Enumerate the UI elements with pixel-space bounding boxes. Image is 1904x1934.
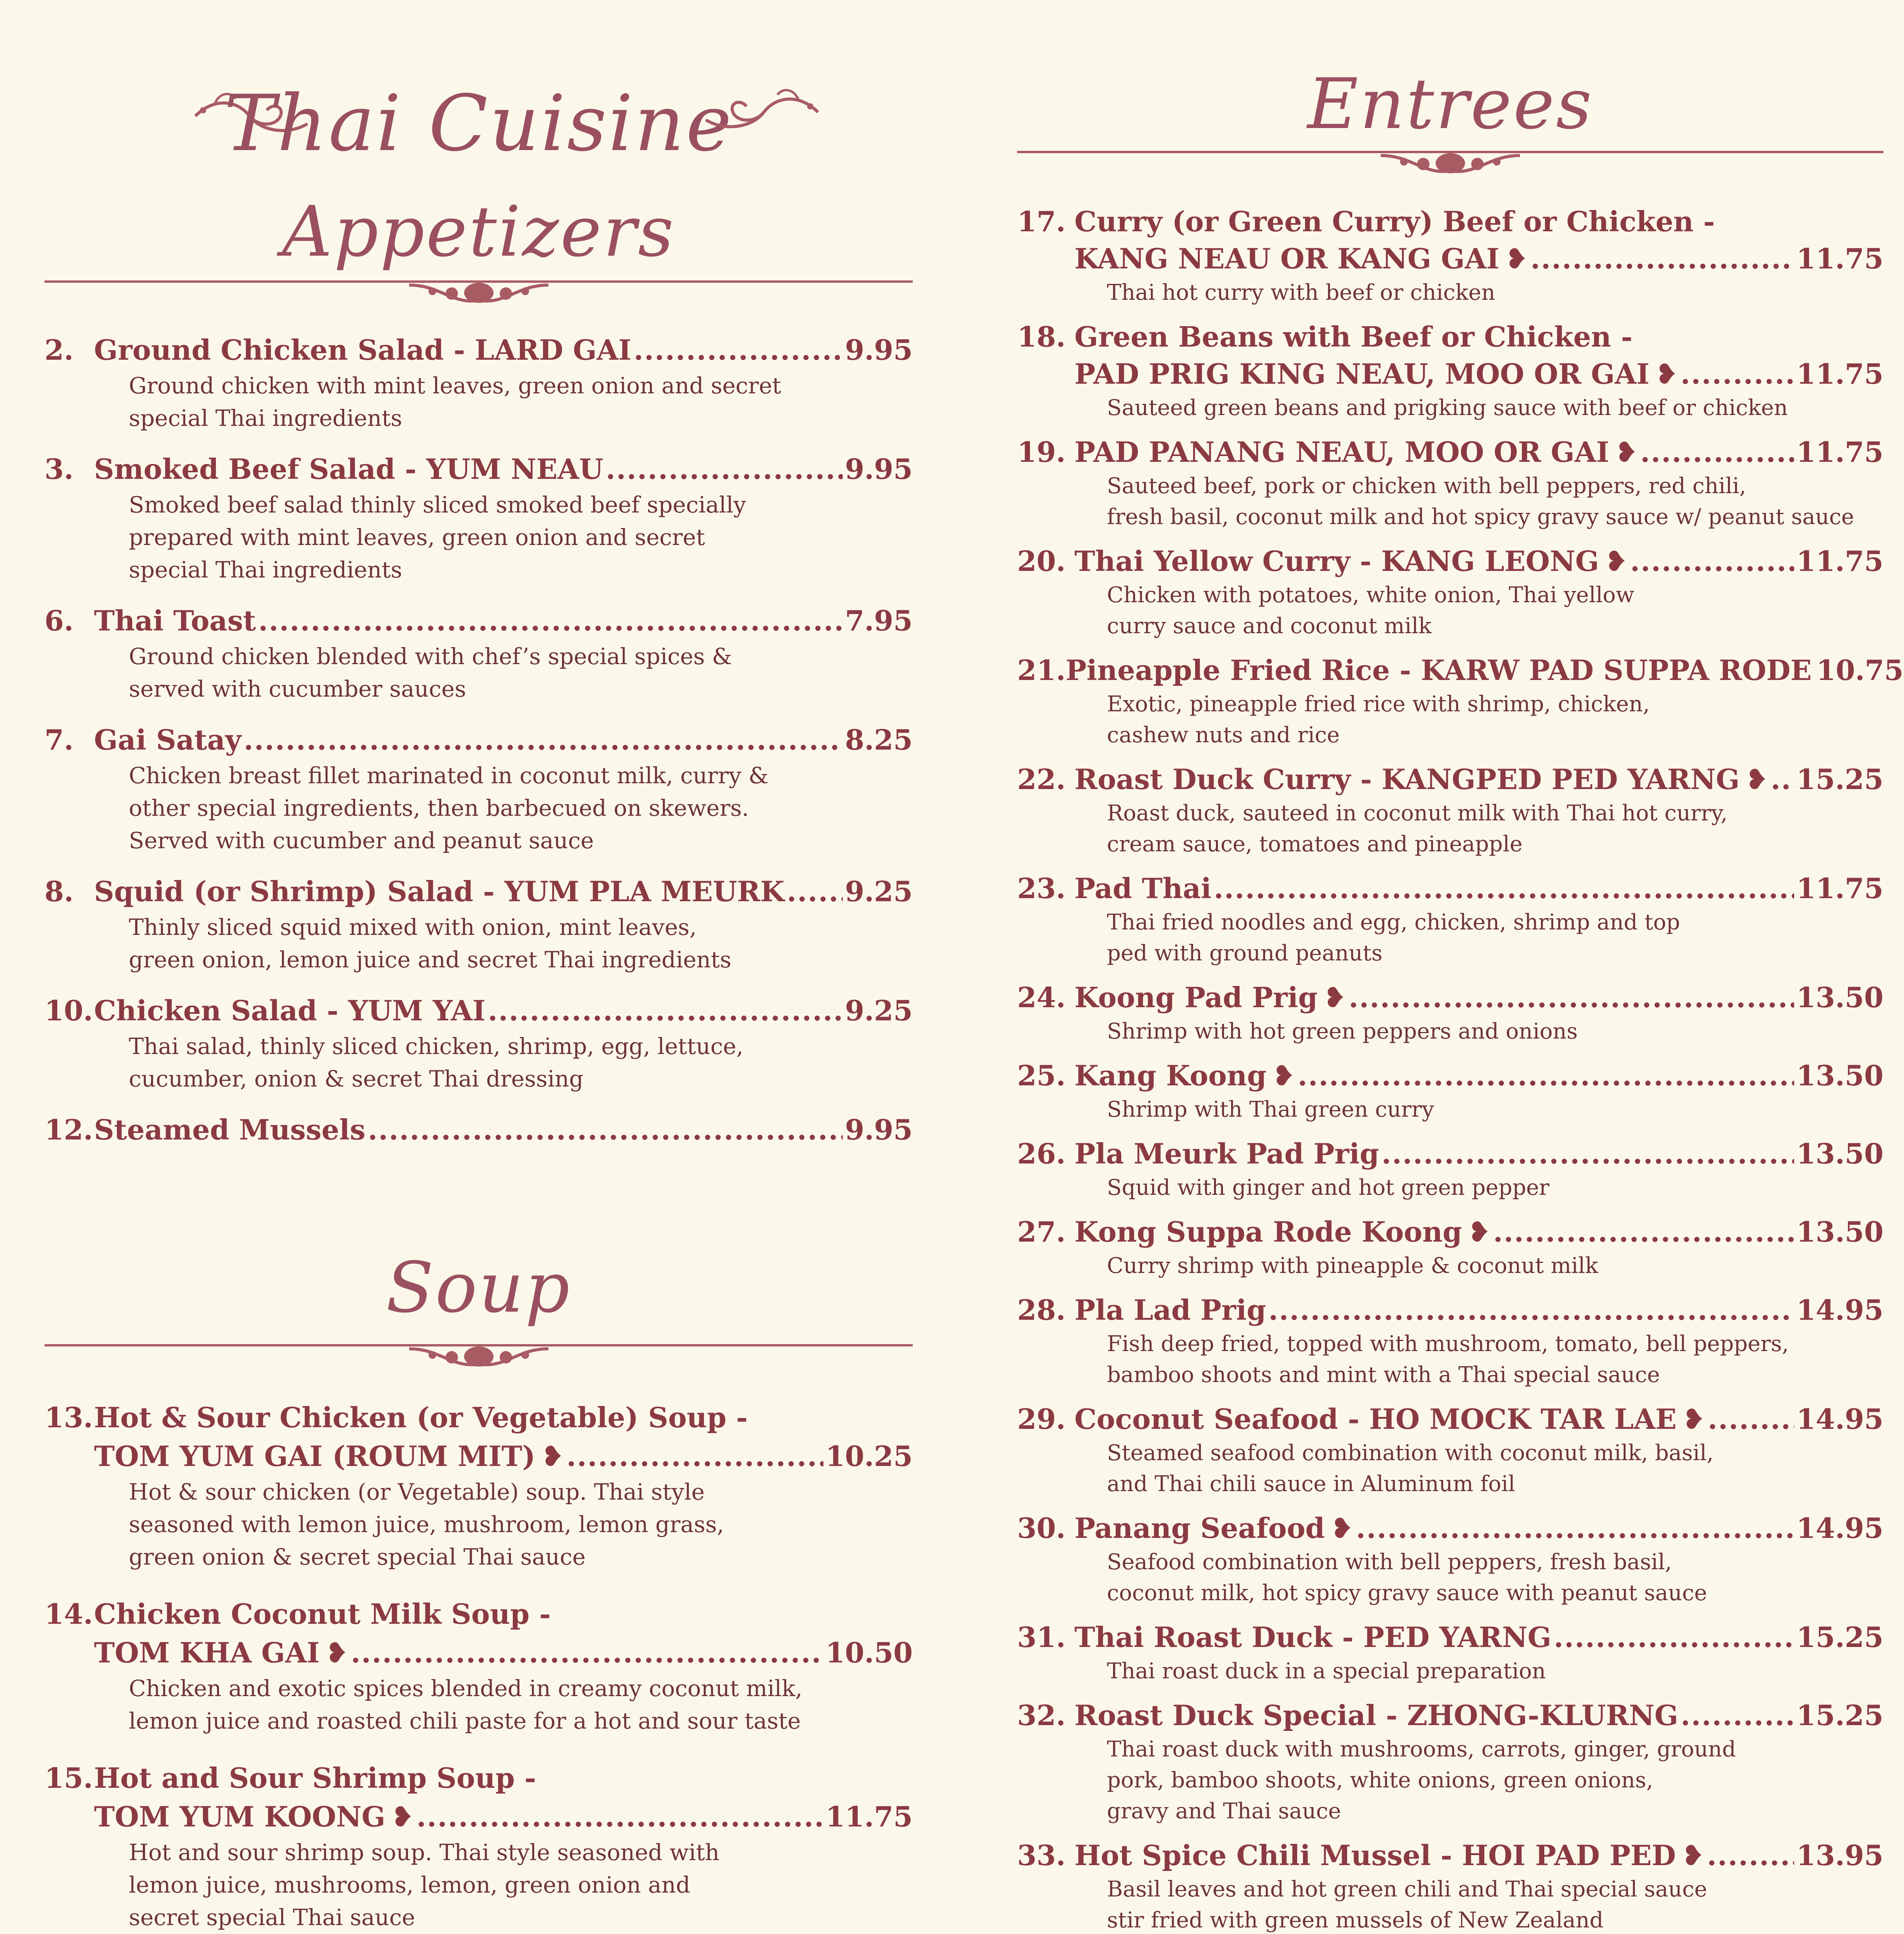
item-name: Coconut Seafood - HO MOCK TAR LAE <box>1074 1403 1677 1435</box>
item-name: Steamed Mussels <box>94 1113 365 1146</box>
item-name: Ground Chicken Salad - LARD GAI <box>94 333 632 366</box>
item-description: Ground chicken with mint leaves, green onion and secret <box>129 372 781 399</box>
menu-item <box>1017 203 1884 308</box>
item-number: 15. <box>44 1761 93 1794</box>
item-row <box>1017 652 1904 689</box>
item-number: 22. <box>1017 763 1066 796</box>
item-row <box>44 1437 913 1476</box>
item-title-line <box>44 1759 913 1797</box>
item-name: Thai Toast <box>94 604 256 637</box>
item-row <box>1017 240 1884 277</box>
item-name: PAD PANANG NEAU, MOO OR GAI <box>1074 436 1609 468</box>
dot-leader <box>1708 1401 1794 1438</box>
item-description: green onion & secret special Thai sauce <box>129 1544 586 1570</box>
right-ornament-icon <box>694 85 822 135</box>
item-price: 11.75 <box>1796 357 1884 390</box>
item-price: 13.95 <box>1796 1839 1884 1872</box>
item-description: Curry shrimp with pineapple & coconut milk <box>1107 1253 1598 1278</box>
item-row <box>1017 979 1884 1016</box>
flourish-icon <box>1377 148 1524 179</box>
appetizers-divider <box>44 280 913 283</box>
item-price: 15.25 <box>1796 1621 1884 1654</box>
flourish-icon <box>405 1341 552 1372</box>
item-title: Curry (or Green Curry) Beef or Chicken - <box>1074 205 1715 238</box>
item-number: 14. <box>44 1597 93 1630</box>
dot-leader <box>244 721 843 759</box>
item-price: 14.95 <box>1796 1512 1884 1544</box>
item-number: 31. <box>1017 1621 1066 1654</box>
menu-item <box>1017 1697 1884 1827</box>
item-description: Chicken breast fillet marinated in coconut milk, curry & <box>129 762 768 789</box>
item-title-line <box>44 1595 913 1633</box>
dot-leader <box>1269 1292 1794 1329</box>
menu-item <box>1017 1837 1884 1934</box>
item-price: 13.50 <box>1796 1215 1884 1248</box>
item-row <box>44 721 913 759</box>
chili-pepper-icon: ❥ <box>1330 1512 1354 1544</box>
item-description: Served with cucumber and peanut sauce <box>129 827 594 854</box>
item-row <box>1017 1213 1884 1251</box>
item-number: 24. <box>1017 981 1066 1014</box>
item-description: stir fried with green mussels of New Zealand <box>1107 1908 1603 1933</box>
dot-leader <box>787 872 842 911</box>
chili-pepper-icon: ❥ <box>1504 243 1528 275</box>
item-title: Chicken Coconut Milk Soup - <box>94 1597 551 1630</box>
item-number: 7. <box>44 723 74 756</box>
item-number: 10. <box>44 994 93 1027</box>
item-number: 26. <box>1017 1137 1066 1170</box>
item-name: Gai Satay <box>94 723 241 756</box>
item-description: Steamed seafood combination with coconut milk, basil, <box>1107 1440 1714 1466</box>
item-number: 8. <box>44 875 74 908</box>
item-row <box>44 1111 913 1149</box>
appetizers-heading: Appetizers <box>282 191 675 272</box>
restaurant-title: Thai Cuisine <box>224 79 733 169</box>
item-description: Thai fried noodles and egg, chicken, shrimp and top <box>1107 910 1680 935</box>
menu-item <box>44 601 913 705</box>
item-title: Hot & Sour Chicken (or Vegetable) Soup - <box>94 1401 748 1434</box>
chili-pepper-icon: ❥ <box>1604 545 1628 577</box>
menu-item <box>44 1759 913 1934</box>
item-description: Basil leaves and hot green chili and Thai special sauce <box>1107 1877 1707 1902</box>
item-description: other special ingredients, then barbecued on skewers. <box>129 795 749 821</box>
item-name: Roast Duck Special - ZHONG-KLURNG <box>1074 1699 1679 1732</box>
item-row <box>1017 1135 1884 1172</box>
item-description: Chicken with potatoes, white onion, Thai yellow <box>1107 583 1634 608</box>
item-name: Pla Meurk Pad Prig <box>1074 1137 1379 1170</box>
item-row <box>1017 761 1884 798</box>
item-price: 9.95 <box>845 1113 913 1146</box>
item-price: 10.75 <box>1816 654 1904 687</box>
item-description: Exotic, pineapple fried rice with shrimp, chicken, <box>1107 692 1650 717</box>
dot-leader <box>417 1797 823 1836</box>
dot-leader <box>1554 1619 1794 1656</box>
item-description: green onion, lemon juice and secret Thai ingredients <box>129 946 731 973</box>
item-description: Shrimp with Thai green curry <box>1107 1097 1434 1122</box>
item-number: 30. <box>1017 1512 1066 1544</box>
dot-leader <box>1493 1213 1794 1251</box>
item-name: Chicken Salad - YUM YAI <box>94 994 486 1027</box>
item-description: Shrimp with hot green peppers and onions <box>1107 1019 1578 1044</box>
item-number: 29. <box>1017 1403 1066 1435</box>
item-description: pork, bamboo shoots, white onions, green onions, <box>1107 1768 1653 1793</box>
item-description: coconut milk, hot spicy gravy sauce with peanut sauce <box>1107 1580 1707 1606</box>
item-description: lemon juice, mushrooms, lemon, green onion and <box>129 1872 690 1898</box>
chili-pepper-icon: ❥ <box>1614 436 1638 468</box>
item-description: Chicken and exotic spices blended in creamy coconut milk, <box>129 1675 803 1702</box>
dot-leader <box>567 1437 823 1476</box>
dot-leader <box>634 331 842 369</box>
item-price: 9.25 <box>845 875 913 908</box>
item-number: 18. <box>1017 320 1066 353</box>
item-price: 15.25 <box>1796 1699 1884 1732</box>
item-description: gravy and Thai sauce <box>1107 1799 1341 1824</box>
chili-pepper-icon: ❥ <box>1682 1403 1706 1435</box>
dot-leader <box>1381 1135 1794 1172</box>
dot-leader <box>1214 870 1794 907</box>
item-description: Sauteed green beans and prigking sauce with beef or chicken <box>1107 395 1788 420</box>
item-name: Thai Roast Duck - PED YARNG <box>1074 1621 1552 1654</box>
item-description: special Thai ingredients <box>129 405 402 431</box>
flourish-icon <box>405 277 552 308</box>
soup-heading: Soup <box>386 1247 571 1328</box>
dot-leader <box>1707 1837 1794 1874</box>
dot-leader <box>1349 979 1794 1016</box>
item-number: 20. <box>1017 545 1066 577</box>
item-name: Pla Lad Prig <box>1074 1293 1266 1326</box>
item-description: fresh basil, coconut milk and hot spicy gravy sauce w/ peanut sauce <box>1107 504 1854 530</box>
item-description: Roast duck, sauteed in coconut milk with Thai hot curry, <box>1107 801 1728 826</box>
item-price: 13.50 <box>1796 1059 1884 1092</box>
menu-item <box>1017 1510 1884 1609</box>
item-description: Smoked beef salad thinly sliced smoked beef specially <box>129 492 746 518</box>
item-description: curry sauce and coconut milk <box>1107 613 1432 639</box>
item-description: Sauteed beef, pork or chicken with bell peppers, red chili, <box>1107 473 1746 499</box>
menu-item <box>1017 1135 1884 1203</box>
item-name: Thai Yellow Curry - KANG LEONG <box>1074 545 1599 577</box>
item-row <box>1017 434 1884 471</box>
chili-pepper-icon: ❥ <box>391 1801 414 1833</box>
menu-item <box>44 450 913 586</box>
soup-divider <box>44 1344 913 1346</box>
item-price: 11.75 <box>1796 872 1884 905</box>
menu-header <box>44 73 913 169</box>
soup-list <box>44 1398 913 1934</box>
item-number: 3. <box>44 453 74 485</box>
menu-item <box>44 872 913 976</box>
item-number: 17. <box>1017 205 1066 238</box>
item-row <box>44 331 913 369</box>
item-row <box>1017 1837 1884 1874</box>
item-name: Smoked Beef Salad - YUM NEAU <box>94 453 604 485</box>
dot-leader <box>1640 434 1794 471</box>
item-description: cream sauce, tomatoes and pineapple <box>1107 832 1523 857</box>
menu-item <box>1017 870 1884 969</box>
dot-leader <box>606 450 843 489</box>
item-title-line <box>1017 318 1884 355</box>
dot-leader <box>1356 1510 1794 1547</box>
menu-item <box>44 1595 913 1737</box>
menu-item <box>1017 434 1884 533</box>
item-description: cashew nuts and rice <box>1107 723 1340 748</box>
item-price: 9.95 <box>845 453 913 485</box>
item-number: 25. <box>1017 1059 1066 1092</box>
item-description: Squid with ginger and hot green pepper <box>1107 1175 1549 1200</box>
menu-item <box>44 1111 913 1149</box>
chili-pepper-icon: ❥ <box>325 1637 348 1669</box>
chili-pepper-icon: ❥ <box>1323 981 1347 1014</box>
item-price: 11.75 <box>825 1800 913 1833</box>
item-description: ped with ground peanuts <box>1107 941 1383 966</box>
item-number: 32. <box>1017 1699 1066 1732</box>
menu-item <box>44 1398 913 1573</box>
item-row <box>44 872 913 911</box>
item-row <box>1017 543 1884 580</box>
item-title-line <box>1017 203 1884 240</box>
item-name: Pineapple Fried Rice - KARW PAD SUPPA RODE <box>1066 654 1812 687</box>
item-description: cucumber, onion & secret Thai dressing <box>129 1066 584 1092</box>
chili-pepper-icon: ❥ <box>1745 763 1769 796</box>
item-name: Roast Duck Curry - KANGPED PED YARNG <box>1074 763 1740 796</box>
item-row <box>1017 355 1884 393</box>
item-title: Hot and Sour Shrimp Soup - <box>94 1761 536 1794</box>
item-row <box>1017 1401 1884 1438</box>
item-name: Koong Pad Prig <box>1074 981 1318 1014</box>
item-description: Hot & sour chicken (or Vegetable) soup. Thai style <box>129 1479 705 1505</box>
item-title: Green Beans with Beef or Chicken - <box>1074 320 1633 353</box>
dot-leader <box>1630 543 1794 580</box>
menu-item <box>1017 1292 1884 1391</box>
item-row <box>44 991 913 1030</box>
item-row <box>1017 870 1884 907</box>
item-row <box>44 450 913 489</box>
item-name: Panang Seafood <box>1074 1512 1325 1544</box>
item-description: and Thai chili sauce in Aluminum foil <box>1107 1471 1515 1497</box>
item-name: TOM YUM KOONG <box>94 1800 386 1833</box>
item-description: Thinly sliced squid mixed with onion, mint leaves, <box>129 914 697 940</box>
item-name: TOM YUM GAI (ROUM MIT) <box>94 1440 536 1473</box>
item-row <box>44 601 913 640</box>
item-title-line <box>44 1398 913 1437</box>
item-price: 14.95 <box>1796 1403 1884 1435</box>
dot-leader <box>258 601 843 640</box>
item-price: 9.95 <box>845 333 913 366</box>
item-number: 27. <box>1017 1215 1066 1248</box>
chili-pepper-icon: ❥ <box>1467 1216 1491 1248</box>
item-row <box>44 1633 913 1672</box>
dot-leader <box>351 1633 823 1672</box>
menu-item <box>44 721 913 857</box>
item-number: 21. <box>1017 654 1066 687</box>
item-name: TOM KHA GAI <box>94 1636 320 1669</box>
item-description: seasoned with lemon juice, mushroom, lemon grass, <box>129 1511 724 1538</box>
item-row <box>1017 1697 1884 1734</box>
item-description: special Thai ingredients <box>129 557 402 583</box>
item-price: 8.25 <box>845 723 913 756</box>
menu-item <box>1017 1057 1884 1125</box>
item-number: 23. <box>1017 872 1066 905</box>
menu-item <box>1017 979 1884 1047</box>
item-row <box>1017 1510 1884 1547</box>
menu-item <box>1017 1401 1884 1500</box>
menu-item <box>1017 318 1884 424</box>
item-number: 28. <box>1017 1293 1066 1326</box>
item-description: Hot and sour shrimp soup. Thai style seasoned with <box>129 1839 720 1866</box>
menu-item <box>44 991 913 1095</box>
item-price: 11.75 <box>1796 436 1884 468</box>
dot-leader <box>488 991 842 1030</box>
item-description: Thai hot curry with beef or chicken <box>1107 280 1496 305</box>
item-name: Hot Spice Chili Mussel - HOI PAD PED <box>1074 1839 1676 1872</box>
item-name: Pad Thai <box>1074 872 1212 905</box>
item-description: Fish deep fried, topped with mushroom, tomato, bell peppers, <box>1107 1331 1789 1357</box>
item-number: 12. <box>44 1113 93 1146</box>
item-number: 6. <box>44 604 74 637</box>
item-description: lemon juice and roasted chili paste for a hot and sour taste <box>129 1708 801 1734</box>
entrees-divider <box>1017 151 1884 153</box>
dot-leader <box>1680 1697 1794 1734</box>
item-description: served with cucumber sauces <box>129 676 466 702</box>
item-name: Kong Suppa Rode Koong <box>1074 1215 1462 1248</box>
chili-pepper-icon: ❥ <box>1655 358 1679 390</box>
item-description: bamboo shoots and mint with a Thai special sauce <box>1107 1362 1660 1387</box>
menu-item <box>1017 761 1884 860</box>
dot-leader <box>1771 761 1794 798</box>
item-description: Thai roast duck in a special preparation <box>1107 1659 1546 1684</box>
item-price: 13.50 <box>1796 1137 1884 1170</box>
dot-leader <box>1298 1057 1794 1094</box>
item-name: KANG NEAU OR KANG GAI <box>1074 242 1499 275</box>
item-number: 2. <box>44 333 74 366</box>
item-description: Ground chicken blended with chef’s special spices & <box>129 643 732 670</box>
item-row <box>1017 1619 1884 1656</box>
item-price: 13.50 <box>1796 981 1884 1014</box>
item-number: 33. <box>1017 1839 1066 1872</box>
item-description: secret special Thai sauce <box>129 1904 415 1931</box>
dot-leader <box>368 1111 843 1149</box>
item-description: Seafood combination with bell peppers, fresh basil, <box>1107 1550 1672 1575</box>
menu-item <box>1017 1619 1884 1687</box>
dot-leader <box>1530 240 1794 277</box>
item-number: 13. <box>44 1401 93 1434</box>
entrees-heading: Entrees <box>1307 64 1593 145</box>
item-description: Thai roast duck with mushrooms, carrots, ginger, ground <box>1107 1737 1736 1762</box>
item-price: 14.95 <box>1796 1293 1884 1326</box>
menu-item <box>1017 1213 1884 1281</box>
menu-item <box>44 331 913 434</box>
chili-pepper-icon: ❥ <box>1272 1059 1296 1092</box>
item-number: 19. <box>1017 436 1066 468</box>
item-description: Thai salad, thinly sliced chicken, shrimp, egg, lettuce, <box>129 1033 744 1059</box>
item-price: 11.75 <box>1796 242 1884 275</box>
item-name: PAD PRIG KING NEAU, MOO OR GAI <box>1074 357 1650 390</box>
item-price: 10.50 <box>825 1636 913 1669</box>
item-name: Kang Koong <box>1074 1059 1267 1092</box>
menu-item <box>1017 543 1884 642</box>
item-price: 10.25 <box>825 1440 913 1473</box>
appetizers-list <box>44 331 913 1165</box>
item-name: Squid (or Shrimp) Salad - YUM PLA MEURK <box>94 875 785 908</box>
chili-pepper-icon: ❥ <box>541 1440 564 1473</box>
item-description: prepared with mint leaves, green onion and secret <box>129 524 705 550</box>
item-row <box>44 1797 913 1836</box>
item-row <box>1017 1057 1884 1094</box>
entrees-list <box>1017 203 1904 1934</box>
item-price: 15.25 <box>1796 763 1884 796</box>
menu-item <box>1017 652 1904 751</box>
item-price: 11.75 <box>1796 545 1884 577</box>
dot-leader <box>1680 355 1794 393</box>
item-price: 9.25 <box>845 994 913 1027</box>
item-price: 7.95 <box>845 604 913 637</box>
item-row <box>1017 1292 1884 1329</box>
chili-pepper-icon: ❥ <box>1681 1839 1705 1872</box>
